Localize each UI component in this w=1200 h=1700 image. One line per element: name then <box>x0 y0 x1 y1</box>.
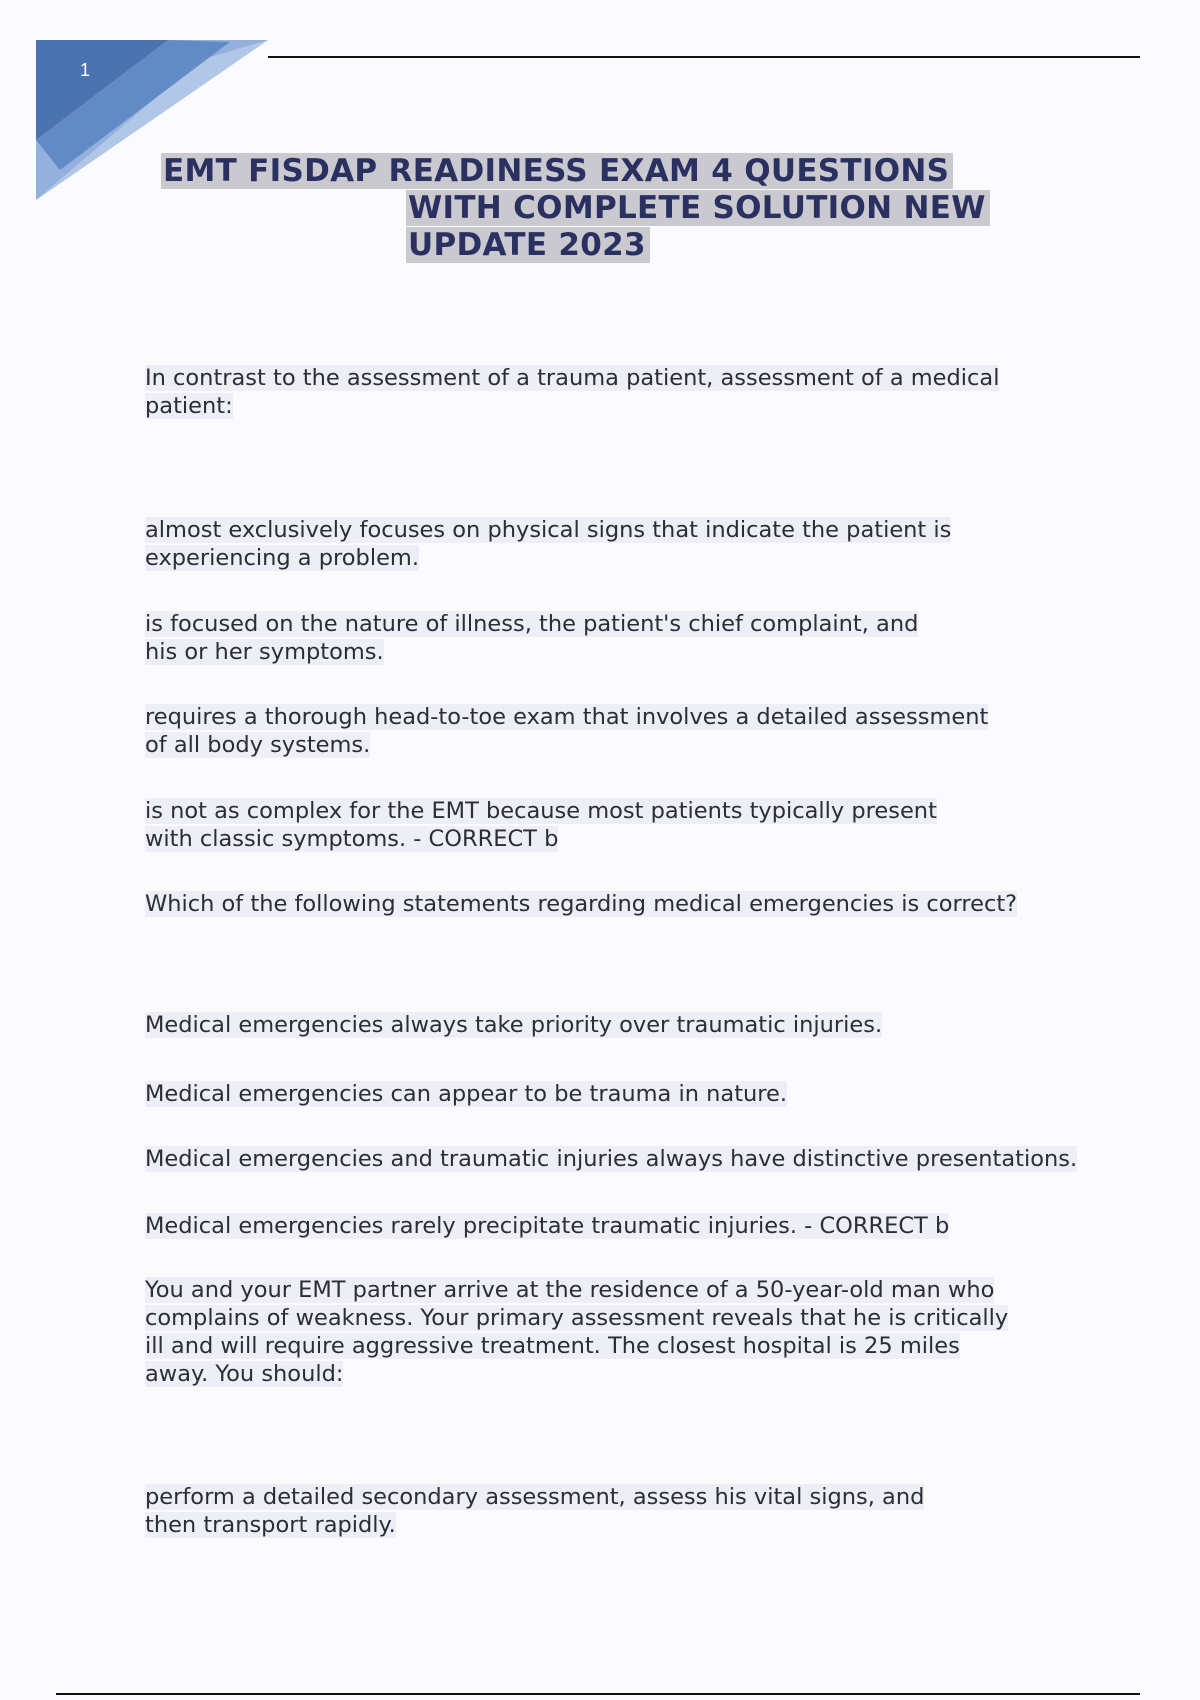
question-1: In contrast to the assessment of a trauma patient, assessment of a medical patient: <box>145 365 1000 419</box>
document-title <box>161 153 1021 264</box>
question-3: You and your EMT partner arrive at the residence of a 50-year-old man who complains of weakness. Your primary assessment reveals that he is critically ill and will require aggressive treatment. The closest hospital is 25 miles away. You should: <box>145 1277 1009 1387</box>
answer-option: Medical emergencies always take priority over traumatic injuries. <box>145 1012 883 1038</box>
answer-option: Medical emergencies rarely precipitate traumatic injuries. - CORRECT b <box>145 1213 950 1239</box>
answer-option: almost exclusively focuses on physical signs that indicate the patient is experiencing a problem. <box>145 517 952 571</box>
title-line-1: EMT FISDAP READINESS EXAM 4 QUESTIONS <box>161 153 953 189</box>
page-number: 1 <box>80 60 91 80</box>
question-2: Which of the following statements regarding medical emergencies is correct? <box>145 891 1018 917</box>
footer-rule <box>56 1693 1140 1695</box>
answer-option: perform a detailed secondary assessment, assess his vital signs, and then transport rapidly. <box>145 1484 925 1538</box>
answer-option: Medical emergencies can appear to be trauma in nature. <box>145 1081 788 1107</box>
answer-option: Medical emergencies and traumatic injuries always have distinctive presentations. <box>145 1146 1078 1172</box>
answer-option: requires a thorough head-to-toe exam that involves a detailed assessment of all body systems. <box>145 704 989 758</box>
title-line-2: WITH COMPLETE SOLUTION NEW <box>406 190 990 226</box>
answer-option: is focused on the nature of illness, the patient's chief complaint, and his or her symptoms. <box>145 611 919 665</box>
title-line-3: UPDATE 2023 <box>406 227 650 263</box>
answer-option: is not as complex for the EMT because most patients typically present with classic symptoms. - CORRECT b <box>145 798 937 852</box>
header-rule <box>268 56 1140 58</box>
